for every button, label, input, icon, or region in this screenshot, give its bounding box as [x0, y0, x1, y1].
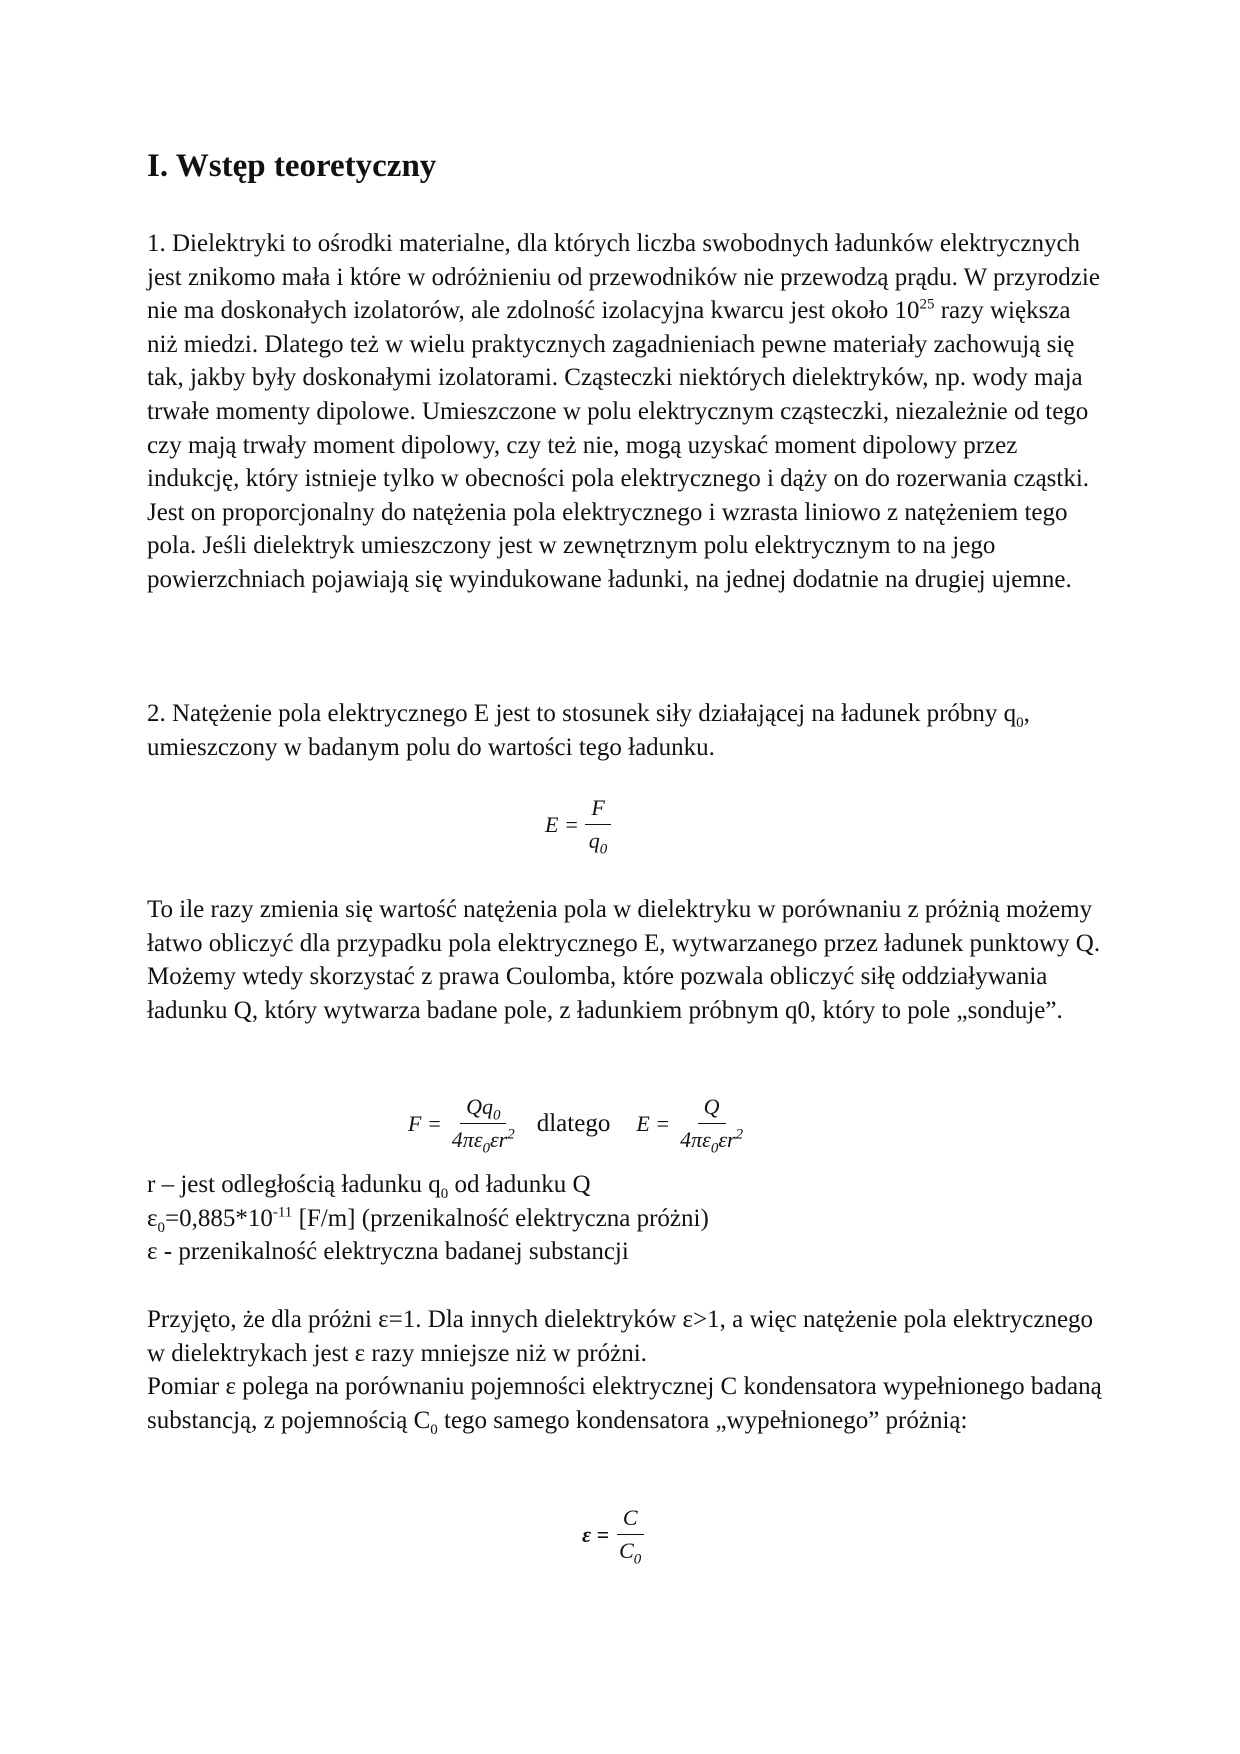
paragraph-coulomb: To ile razy zmienia się wartość natężenia pola w dielektryku w porównaniu z próżnią możemy łatwo obliczyć dla przypadku pola elektrycznego E, wytwarzanego przez ładunek punktowy Q. Możemy wtedy skorzystać z prawa Coulomba, które pozwala obliczyć siłę oddziaływania ładunku Q, który wytwarza badane pole, z ładunkiem próbnym q0, który to pole „sonduje”.	[147, 896, 1101, 1024]
paragraph-permittivity	[147, 1303, 1107, 1437]
exponent: 25	[919, 296, 935, 313]
paragraph-text: 1. Dielektryki to ośrodki materialne, dla których liczba swobodnych ładunków elektrycznych jest znikomo mała i które w odróżnieniu od przewodników nie przewodzą prądu. W przyrodzie nie ma doskonałych izolatorów, ale zdolność izolacyjna kwarcu jest około 10	[147, 230, 1100, 325]
fraction-denominator: $C_0$	[619, 1538, 642, 1568]
equation-field-definition	[545, 795, 613, 858]
subscript: 0	[430, 1421, 438, 1438]
equation-lhs: E =	[545, 811, 579, 837]
paragraph-text: 2. Natężenie pola elektrycznego E jest to stosunek siły działającej na ładunek próbny q	[147, 700, 1017, 727]
definition-epsilon: ε - przenikalność elektryczna badanej substancji	[147, 1238, 629, 1266]
fraction-denominator: $4\pi\varepsilon_0\varepsilon r^2$	[451, 1126, 515, 1157]
fraction	[583, 795, 614, 858]
definitions-list	[147, 1168, 1107, 1269]
fraction	[446, 1094, 521, 1157]
fraction-denominator: $q_0$	[588, 828, 608, 858]
fraction-numerator: C	[617, 1505, 644, 1535]
equation-lhs: E =	[636, 1110, 671, 1136]
equation-coulomb	[408, 1094, 749, 1157]
subscript: 0	[1016, 715, 1024, 731]
paragraph-text: tego samego kondensatora „wypełnionego” próżnią:	[437, 1406, 968, 1434]
paragraph-text: razy większa niż miedzi. Dlatego też w wielu praktycznych zagadnieniach pewne materiały zachowują się tak, jakby były doskonałymi izolatorami. Cząsteczki niektórych dielektryków, np. wody maja trwałe momenty dipolowe. Umieszczone w polu elektrycznym cząsteczki, niezależnie od tego czy mają trwały moment dipolowy, czy też nie, mogą uzyskać moment dipolowy przez indukcję, który istnieje tylko w obecności pola elektrycznego i dąży on do rozerwania cząstki. Jest on proporcjonalny do natężenia pola elektrycznego i wzrasta liniowo z natężeniem tego pola. Jeśli dielektryk umieszczony jest w zewnętrznym polu elektrycznym to na jego powierzchniach pojawiają się wyindukowane ładunki, na jednej dodatnie na drugiej ujemne.	[147, 297, 1090, 593]
section-heading: I. Wstęp teoretyczny	[147, 148, 437, 184]
paragraph-text: Pomiar ε polega na porównaniu pojemności elektrycznej C kondensatora wypełnionego badaną substancją, z pojemnością C	[147, 1373, 1102, 1434]
equation-connector-word: dlatego	[536, 1109, 611, 1137]
paragraph-text: , umieszczony w badanym polu do wartości tego ładunku.	[147, 700, 1030, 761]
fraction-denominator: $4\pi\varepsilon_0\varepsilon r^2$	[680, 1126, 744, 1157]
paragraph-dielectrics	[147, 227, 1107, 597]
fraction	[613, 1505, 647, 1568]
definition-epsilon0: $\varepsilon_0=0,885*10^{-11}$ [F/m] (przenikalność elektryczna próżni)	[147, 1204, 709, 1236]
fraction-numerator: $Qq_0$	[460, 1094, 506, 1124]
paragraph-text: Przyjęto, że dla próżni ε=1. Dla innych dielektryków ε>1, a więc natężenie pola elektrycznego w dielektrykach jest ε razy mniejsze niż w próżni.	[147, 1306, 1094, 1367]
fraction-numerator: F	[585, 795, 610, 825]
fraction	[674, 1094, 749, 1157]
definition-r: r – jest odległością ładunku $q_0$ od ładunku Q	[147, 1171, 591, 1202]
paragraph-field-strength	[147, 697, 1107, 764]
equation-lhs: F =	[408, 1110, 442, 1136]
equation-permittivity	[582, 1505, 647, 1568]
fraction-numerator: Q	[698, 1094, 726, 1124]
equation-lhs: ε =	[582, 1521, 610, 1547]
